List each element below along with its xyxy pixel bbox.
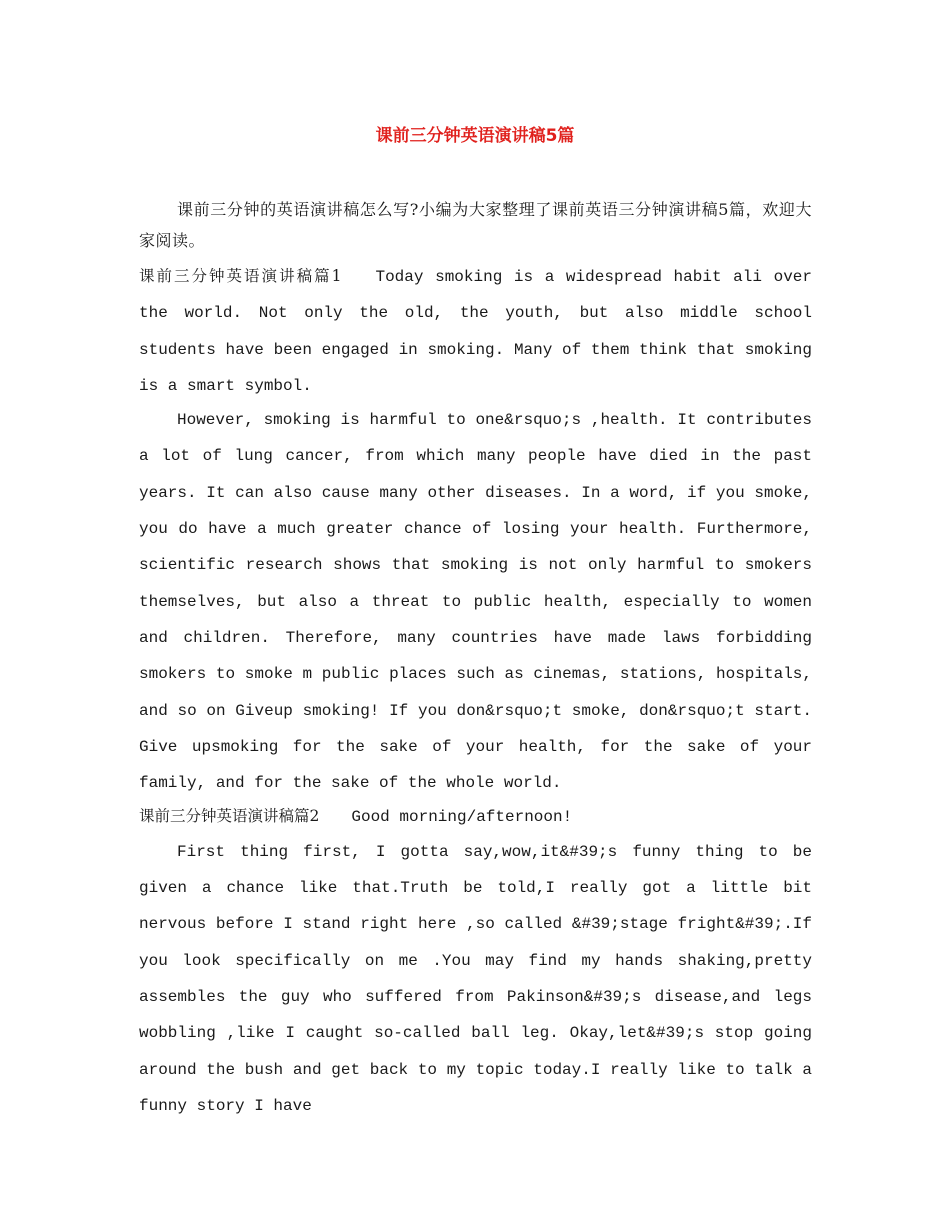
- section-1-paragraph-2: However, smoking is harmful to one&rsquo;s ,health. It contributes a lot of lung cancer, from which many people have died in the past years. It can also cause many other diseases. In a word, if you smoke, you do have a much greater chance of losing your health. Furthermore, scientific research shows that smoking is not only harmful to smokers themselves, but also a threat to public health, especially to women and children. Therefore, many countries have made laws forbidding smokers to smoke m public places such as cinemas, stations, hospitals, and so on Giveup smoking! If you don&rsquo;t smoke, don&rsquo;t start. Give upsmoking for the sake of your health, for the sake of your family, and for the sake of the whole world.: [139, 411, 812, 793]
- section-1-paragraph-1: [139, 258, 812, 404]
- document-title: 课前三分钟英语演讲稿5篇: [375, 126, 575, 146]
- section-2-paragraph-1: [139, 798, 812, 835]
- section-1-heading: 课前三分钟英语演讲稿篇1: [139, 267, 342, 285]
- intro-paragraph: 课前三分钟的英语演讲稿怎么写?小编为大家整理了课前英语三分钟演讲稿5篇，欢迎大家阅读。: [139, 200, 812, 250]
- section-2-paragraph-2: First thing first, I gotta say,wow,it&#39;s funny thing to be given a chance like that.Truth be told,I really got a little bit nervous before I stand right here ,so called &#39;stage fright&#39;.If you look specifically on me .You may find my hands shaking,pretty assembles the guy who suffered from Pakinson&#39;s disease,and legs wobbling ,like I caught so-called ball leg. Okay,let&#39;s stop going around the bush and get back to my topic today.I really like to talk a funny story I have: [139, 842, 812, 1115]
- section-1-text-1: Today smoking is a widespread habit ali over the world. Not only the old, the youth, but also middle school students have been engaged in smoking. Many of them think that smoking is a smart symbol.: [139, 268, 812, 395]
- section-2-text-1: Good morning/afternoon!: [351, 808, 573, 827]
- document-body: [139, 194, 812, 1124]
- section-2-heading: 课前三分钟英语演讲稿篇2: [139, 807, 320, 826]
